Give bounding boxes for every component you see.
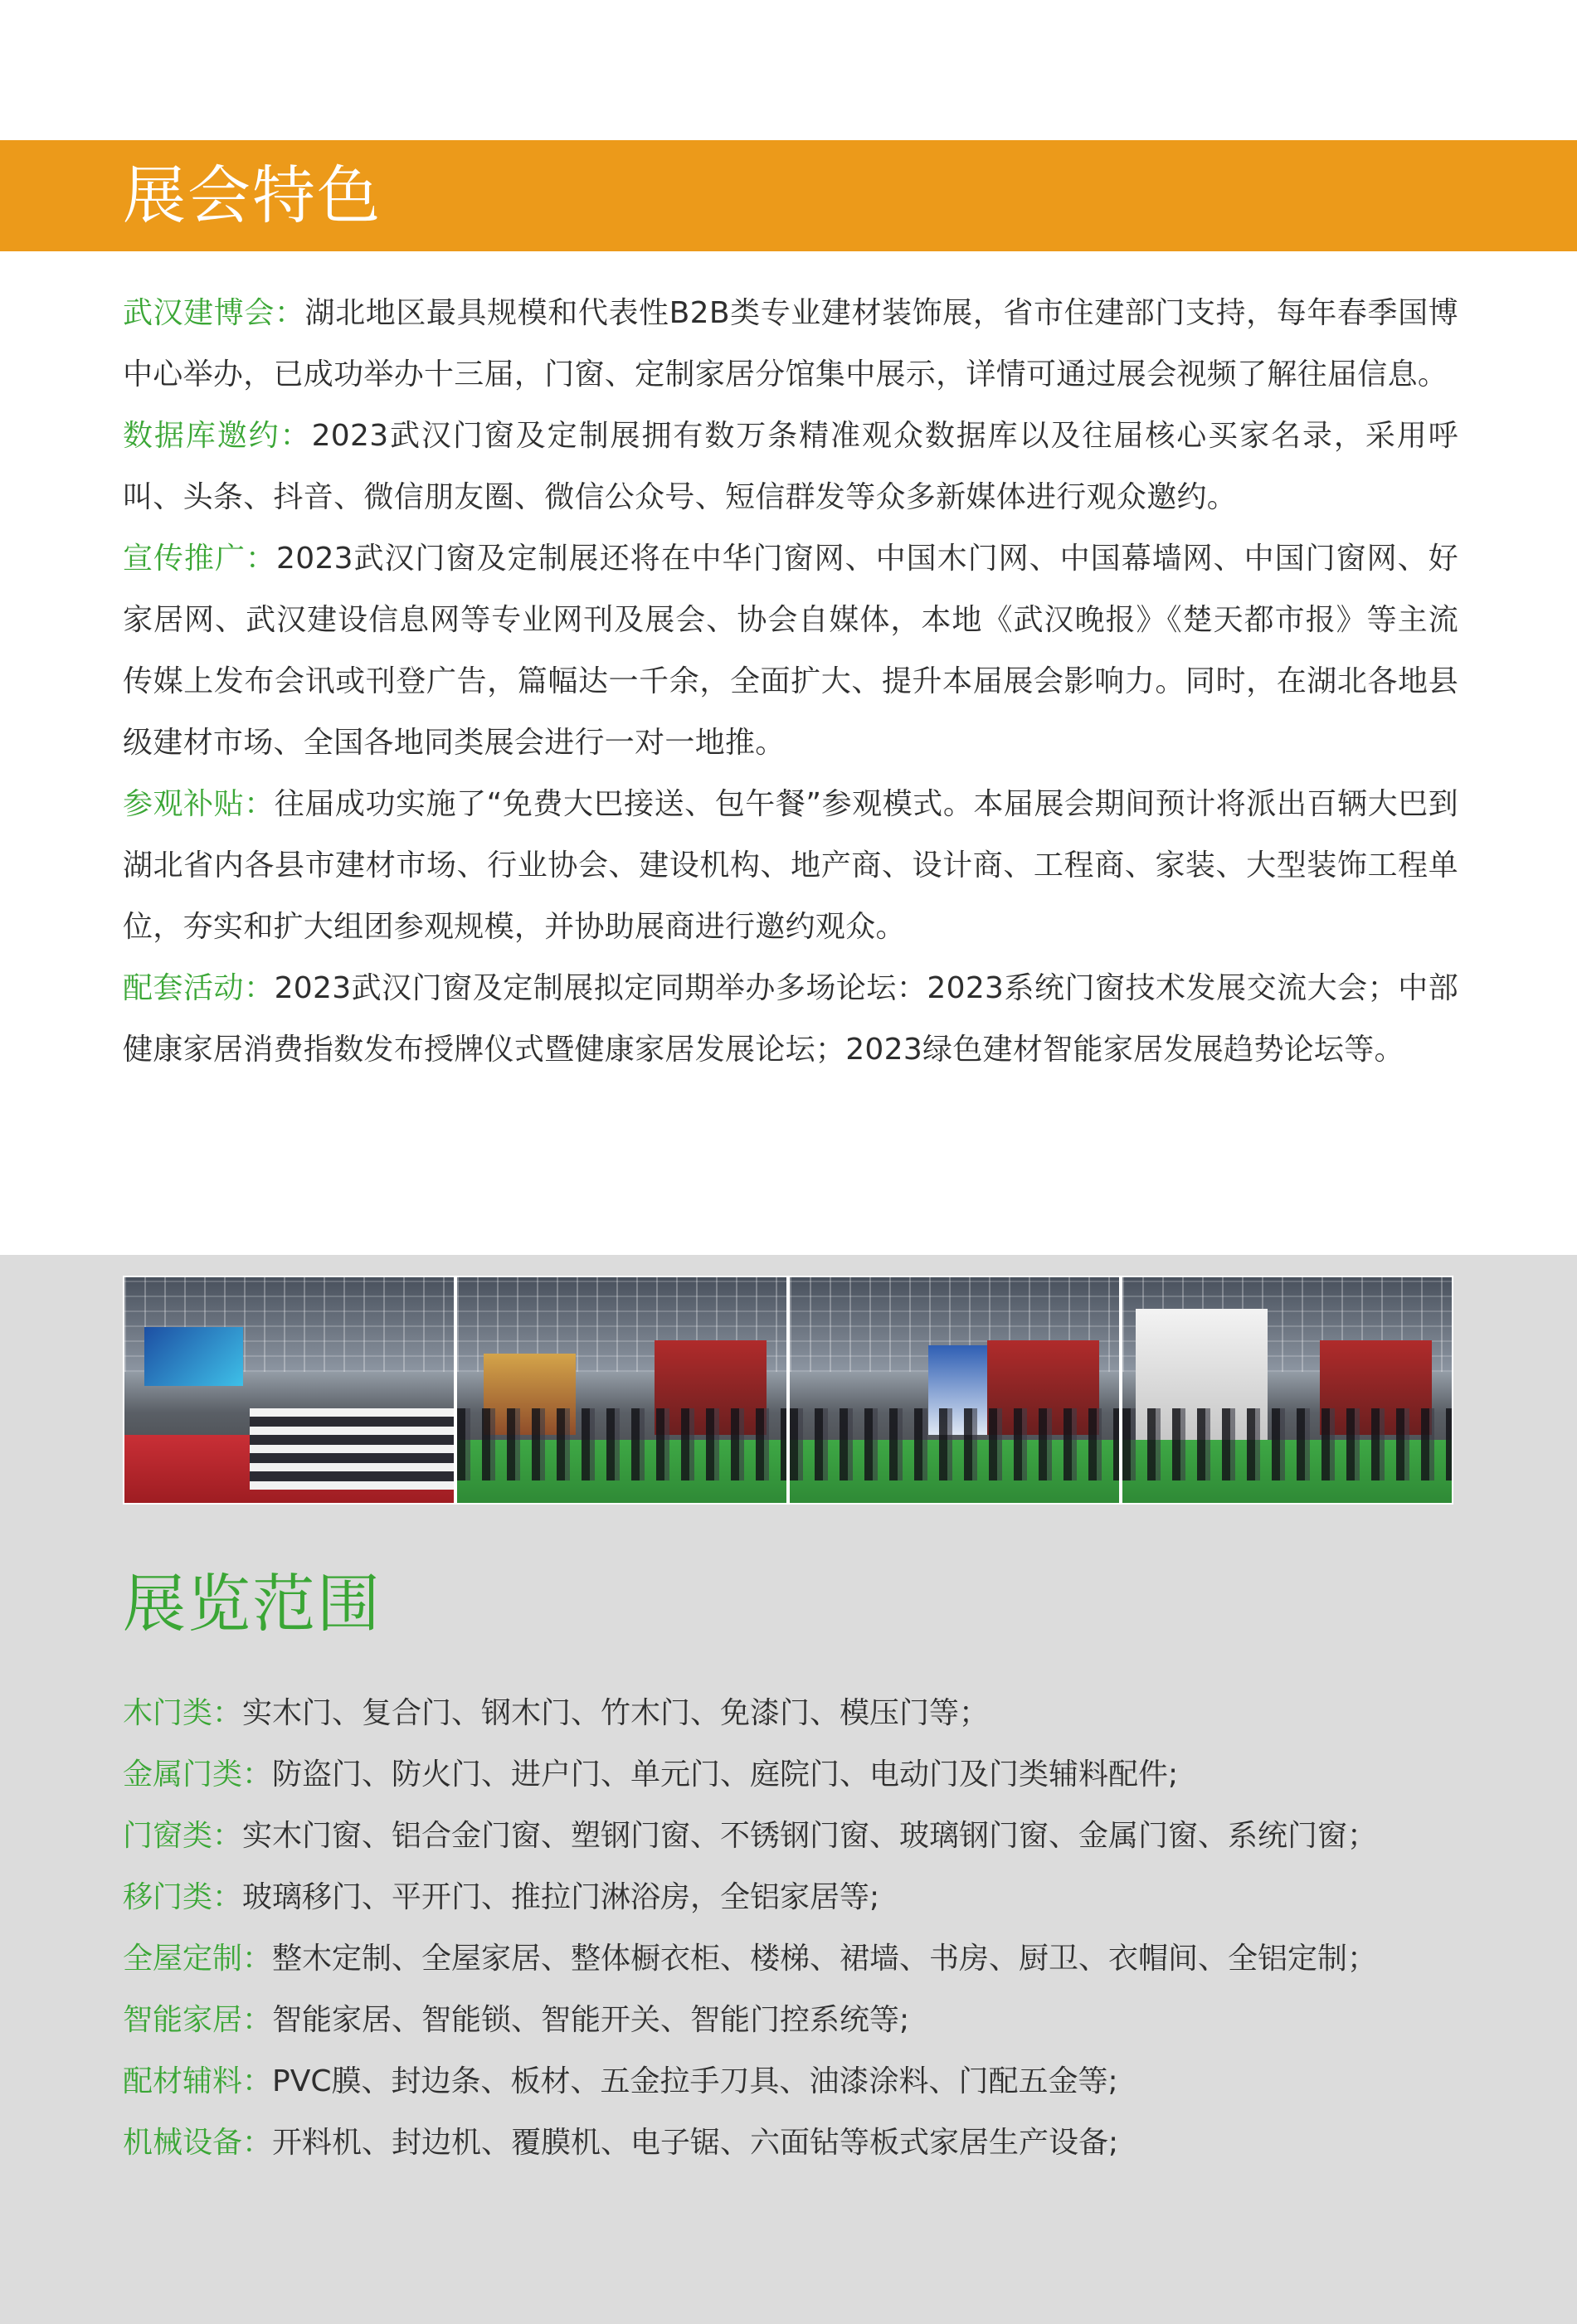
photo-exhibition-aisle bbox=[457, 1277, 786, 1503]
scope-item bbox=[123, 1928, 1483, 1990]
feature-paragraph bbox=[123, 406, 1458, 528]
feature-paragraph bbox=[123, 528, 1458, 774]
scope-label: 智能家居： bbox=[123, 2003, 273, 2037]
photo-forum-stage bbox=[124, 1277, 454, 1503]
feature-label: 配套活动： bbox=[123, 971, 275, 1005]
scope-text: 实木门窗、铝合金门窗、塑钢门窗、不锈钢门窗、玻璃钢门窗、金属门窗、系统门窗； bbox=[242, 1819, 1378, 1853]
scope-label: 木门类： bbox=[123, 1696, 243, 1730]
scope-text: 防盗门、防火门、进户门、单元门、庭院门、电动门及门类辅料配件; bbox=[272, 1758, 1179, 1792]
photo-visitor-crowd bbox=[790, 1277, 1119, 1503]
feature-label: 数据库邀约： bbox=[123, 419, 312, 453]
feature-paragraph bbox=[123, 774, 1458, 958]
scope-item bbox=[123, 2113, 1483, 2174]
photo-visitors bbox=[790, 1408, 1119, 1480]
scope-text: 开料机、封边机、覆膜机、电子锯、六面钻等板式家居生产设备; bbox=[272, 2126, 1119, 2160]
scope-item bbox=[123, 1867, 1483, 1928]
photo-audience-seats bbox=[250, 1408, 454, 1490]
scope-label: 金属门类： bbox=[123, 1758, 273, 1792]
feature-text: 2023武汉门窗及定制展拥有数万条精准观众数据库以及往届核心买家名录，采用呼叫、头条、抖音、微信朋友圈、微信公众号、短信群发等众多新媒体进行观众邀约。 bbox=[123, 419, 1458, 514]
scope-item bbox=[123, 1806, 1483, 1867]
feature-paragraph bbox=[123, 958, 1458, 1081]
exhibition-photo-strip bbox=[123, 1276, 1453, 1505]
feature-text: 2023武汉门窗及定制展还将在中华门窗网、中国木门网、中国幕墙网、中国门窗网、好家居网、武汉建设信息网等专业网刊及展会、协会自媒体，本地《武汉晚报》《楚天都市报》等主流传媒上发布会讯或刊登广告，篇幅达一千余，全面扩大、提升本届展会影响力。同时，在湖北各地县级建材市场、全国各地同类展会进行一对一地推。 bbox=[123, 542, 1458, 760]
photo-visitors bbox=[1122, 1408, 1452, 1480]
scope-item bbox=[123, 1683, 1483, 1744]
scope-label: 配材辅料： bbox=[123, 2064, 273, 2098]
feature-text: 湖北地区最具规模和代表性B2B类专业建材装饰展，省市住建部门支持，每年春季国博中心举办，已成功举办十三届，门窗、定制家居分馆集中展示，详情可通过展会视频了解往届信息。 bbox=[123, 296, 1458, 391]
scope-label: 机械设备： bbox=[123, 2126, 273, 2160]
scope-text: 整木定制、全屋家居、整体橱衣柜、楼梯、裙墙、书房、厨卫、衣帽间、全铝定制； bbox=[272, 1942, 1378, 1976]
scope-label: 全屋定制： bbox=[123, 1942, 273, 1976]
scope-label: 移门类： bbox=[123, 1880, 243, 1914]
photo-booth-display bbox=[1122, 1277, 1452, 1503]
features-section bbox=[123, 283, 1458, 1081]
scope-item bbox=[123, 2051, 1483, 2113]
feature-label: 武汉建博会： bbox=[123, 296, 305, 330]
scope-label: 门窗类： bbox=[123, 1819, 243, 1853]
feature-text: 2023武汉门窗及定制展拟定同期举办多场论坛：2023系统门窗技术发展交流大会；中部健康家居消费指数发布授牌仪式暨健康家居发展论坛；2023绿色建材智能家居发展趋势论坛等。 bbox=[123, 971, 1458, 1067]
scope-text: 智能家居、智能锁、智能开关、智能门控系统等; bbox=[272, 2003, 910, 2037]
scope-title: 展览范围 bbox=[123, 1567, 382, 1641]
feature-text: 往届成功实施了“免费大巴接送、包午餐”参观模式。本届展会期间预计将派出百辆大巴到湖北省内各县市建材市场、行业协会、建设机构、地产商、设计商、工程商、家装、大型装饰工程单位，夯实和扩大组团参观规模，并协助展商进行邀约观众。 bbox=[123, 787, 1458, 944]
feature-label: 宣传推广： bbox=[123, 542, 277, 576]
scope-text: PVC膜、封边条、板材、五金拉手刀具、油漆涂料、门配五金等; bbox=[272, 2064, 1118, 2098]
scope-text: 玻璃移门、平开门、推拉门淋浴房，全铝家居等; bbox=[242, 1880, 880, 1914]
feature-label: 参观补贴： bbox=[123, 787, 275, 821]
scope-text: 实木门、复合门、钢木门、竹木门、免漆门、模压门等； bbox=[242, 1696, 990, 1730]
photo-stage-screen bbox=[144, 1327, 243, 1386]
scope-item bbox=[123, 1744, 1483, 1806]
scope-list bbox=[123, 1683, 1483, 2174]
feature-paragraph bbox=[123, 283, 1458, 406]
scope-item bbox=[123, 1990, 1483, 2051]
features-title: 展会特色 bbox=[123, 158, 382, 232]
photo-visitors bbox=[457, 1408, 786, 1480]
